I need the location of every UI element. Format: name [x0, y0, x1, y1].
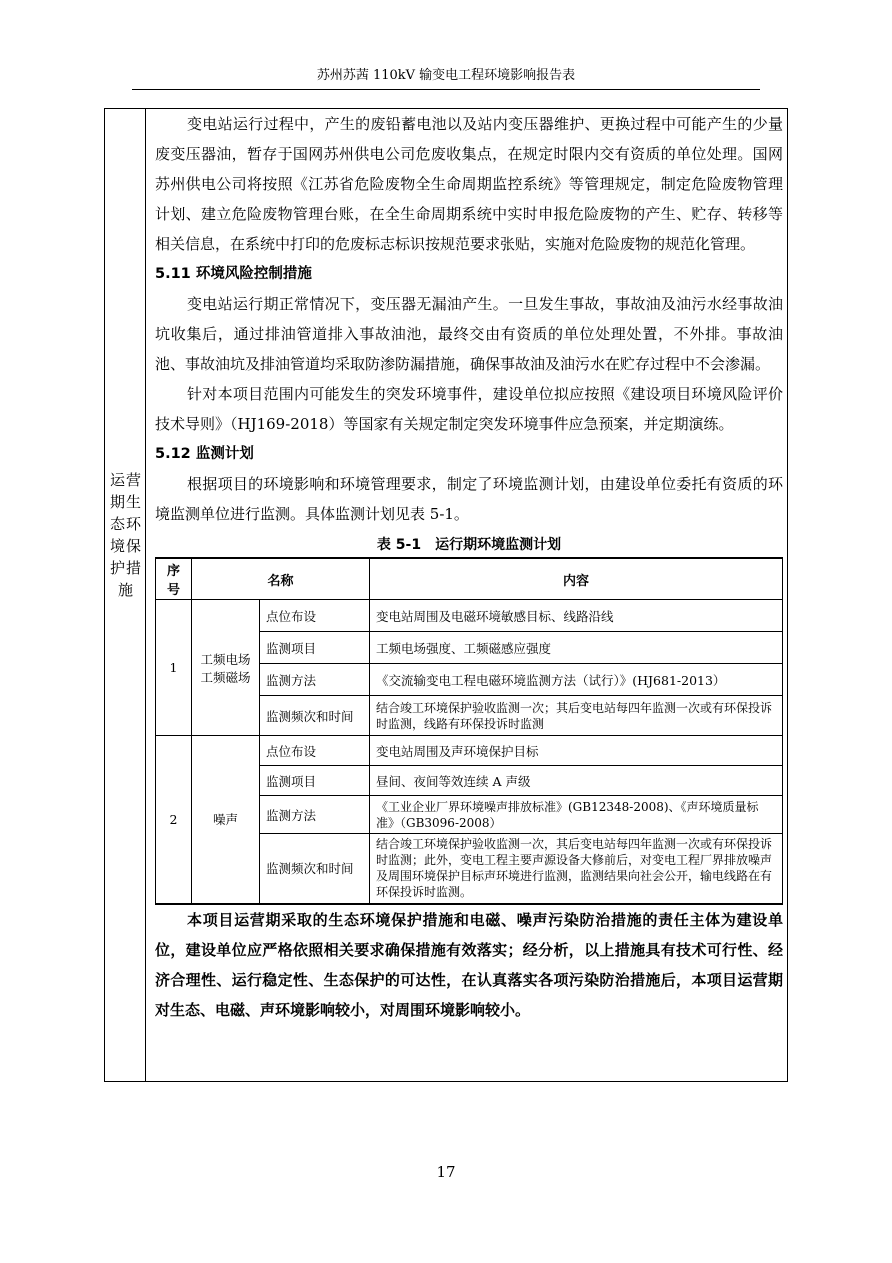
group-name: 噪声: [192, 736, 260, 904]
page-number: 17: [436, 1163, 456, 1181]
page-header-title: 苏州苏茜 110kV 输变电工程环境影响报告表: [132, 64, 760, 90]
table-row: [156, 600, 783, 632]
item-content: 《工业企业厂界环境噪声排放标准》(GB12348-2008)、《声环境质量标准》（GB3096-2008）: [370, 796, 783, 834]
item-content: 结合竣工环境保护验收监测一次；其后变电站每四年监测一次或有环保投诉时监测，线路有环保投诉时监测: [370, 696, 783, 736]
header-content: 内容: [370, 558, 783, 600]
item-label: 点位布设: [260, 736, 370, 766]
header-name: 名称: [192, 558, 370, 600]
item-label: 监测方法: [260, 664, 370, 696]
item-label: 监测频次和时间: [260, 834, 370, 904]
item-label: 监测项目: [260, 632, 370, 664]
content-frame: [104, 108, 788, 1082]
item-label: 监测方法: [260, 796, 370, 834]
paragraph-monitoring: 根据项目的环境影响和环境管理要求，制定了环境监测计划，由建设单位委托有资质的环境监测单位进行监测。具体监测计划见表 5-1。: [155, 475, 783, 523]
left-column: [105, 109, 146, 1081]
table-caption: 表 5-1 运行期环境监测计划: [376, 537, 562, 553]
group-number: 2: [156, 736, 192, 904]
monitoring-plan-table: [155, 557, 783, 905]
section-label: 运营期生态环境保护措施: [109, 471, 142, 599]
paragraph-emergency-plan: 针对本项目范围内可能发生的突发环境事件，建设单位拟应按照《建设项目环境风险评价技术导则》（HJ169-2018）等国家有关规定制定突发环境事件应急预案，并定期演练。: [155, 385, 783, 433]
table-row: [156, 736, 783, 766]
main-content: [155, 109, 783, 1025]
item-content: 变电站周围及电磁环境敏感目标、线路沿线: [370, 600, 783, 632]
item-label: 监测频次和时间: [260, 696, 370, 736]
paragraph-risk-control: 变电站运行期正常情况下，变压器无漏油产生。一旦发生事故，事故油及油污水经事故油坑收集后，通过排油管道排入事故油池，最终交由有资质的单位处理处置，不外排。事故油池、事故油坑及排油管道均采取防渗防漏措施，确保事故油及油污水在贮存过程中不会渗漏。: [155, 295, 783, 373]
heading-5-11: 5.11 环境风险控制措施: [155, 266, 312, 282]
header-no: 序号: [156, 558, 192, 600]
item-content: 昼间、夜间等效连续 A 声级: [370, 766, 783, 796]
heading-5-12: 5.12 监测计划: [155, 446, 254, 462]
item-content: 工频电场强度、工频磁感应强度: [370, 632, 783, 664]
item-content: 结合竣工环境保护验收监测一次，其后变电站每四年监测一次或有环保投诉时监测；此外，变电工程主要声源设备大修前后，对变电工程厂界排放噪声及周围环境保护目标声环境进行监测，监测结果向社会公开，输电线路在有环保投诉时监测。: [370, 834, 783, 904]
item-content: 变电站周围及声环境保护目标: [370, 736, 783, 766]
table-header-row: [156, 558, 783, 600]
group-name: 工频电场工频磁场: [192, 600, 260, 736]
summary-paragraph: 本项目运营期采取的生态环境保护措施和电磁、噪声污染防治措施的责任主体为建设单位，建设单位应严格依照相关要求确保措施有效落实；经分析，以上措施具有技术可行性、经济合理性、运行稳定性、生态保护的可达性，在认真落实各项污染防治措施后，本项目运营期对生态、电磁、声环境影响较小，对周围环境影响较小。: [155, 910, 783, 1019]
item-content: 《交流输变电工程电磁环境监测方法（试行）》(HJ681-2013）: [370, 664, 783, 696]
paragraph-hazardous-waste: 变电站运行过程中，产生的废铅蓄电池以及站内变压器维护、更换过程中可能产生的少量废变压器油，暂存于国网苏州供电公司危废收集点，在规定时限内交有资质的单位处理。国网苏州供电公司将按照《江苏省危险废物全生命周期监控系统》等管理规定，制定危险废物管理计划、建立危险废物管理台账，在全生命周期系统中实时申报危险废物的产生、贮存、转移等相关信息，在系统中打印的危废标志标识按规范要求张贴，实施对危险废物的规范化管理。: [155, 115, 783, 253]
item-label: 监测项目: [260, 766, 370, 796]
item-label: 点位布设: [260, 600, 370, 632]
group-number: 1: [156, 600, 192, 736]
